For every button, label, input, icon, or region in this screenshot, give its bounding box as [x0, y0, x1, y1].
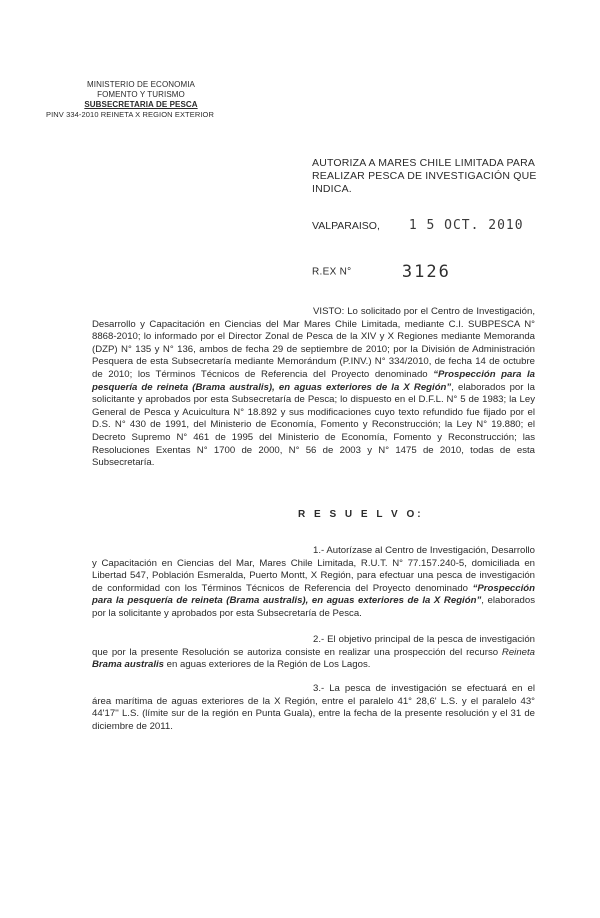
visto-tail-text: , elaborados por la solicitante y aprobados por esta Subsecretaría de Pesca; lo dispuesto en el D.F.L. N° 5 de 1983; la Ley General de Pesca y Acuicultura N° 18.892 y sus modificaciones cuyo texto refundido fue fijado por el D.S. N° 430 de 1991, del Ministerio de Economía, Fomento y Reconstrucción; la Ley N° 19.880; el Decreto Supremo N° 461 de 1995 del Ministerio de Economía, Fomento y Reconstrucción; las Resoluciones Exentas N° 1700 de 2000, N° 56 de 2003 y N° 1475 de 2010, todas de esta Subsecretaría.: [92, 381, 536, 469]
resolution-subject: AUTORIZA A MARES CHILE LIMITADA PARA REALIZAR PESCA DE INVESTIGACIÓN QUE INDICA.: [312, 157, 537, 195]
resolution-number-label: R.EX N°: [312, 266, 352, 278]
resolution-number-block: [312, 262, 552, 282]
ministry-name: MINISTERIO DE ECONOMIA: [87, 80, 195, 89]
article-2-lead-text: 2.- El objetivo principal de la pesca de investigación que por la presente Resolución se autoriza consiste en realizar una prospección del recurso: [92, 634, 535, 658]
article-1-lead-text: 1.- Autorízase al Centro de Investigación, Desarrollo y Capacitación en Ciencias del Mar, Mares Chile Limitada, R.U.T. N° 77.157.240-5, domiciliada en Libertad 547, Población Esmeralda, Puerto Montt, X Región, para efectuar una pesca de investigación de conformidad con los Términos Técnicos de Referencia del Proyecto denominado: [92, 545, 535, 594]
subsecretariat-name: SUBSECRETARIA DE PESCA: [84, 100, 198, 109]
article-1-project-title: “Prospección para la pesquería de reineta (Brama australis), en aguas exteriores de la X Región”: [92, 582, 535, 607]
ministry-subtitle: FOMENTO Y TURISMO: [97, 90, 185, 99]
place-name: VALPARAISO,: [312, 220, 380, 232]
resuelvo-heading: R E S U E L V O:: [298, 509, 424, 520]
letterhead: [46, 80, 226, 120]
species-common-name: Reineta: [501, 646, 535, 658]
resolution-number: 3126: [401, 262, 451, 282]
article-3-paragraph: 3.- La pesca de investigación se efectuará en el área marítima de aguas exteriores de la X Región, entre el paralelo 41° 28,6' L.S. y el paralelo 43° 44'17'' L.S. (límite sur de la región en Punta Guala), entre la fecha de la presente resolución y el 31 de diciembre de 2011.: [92, 683, 535, 732]
species-scientific-name: Brama australis: [92, 659, 164, 671]
article-2-tail-text: en aguas exteriores de la Región de Los Lagos.: [164, 659, 371, 671]
visto-lead-text: VISTO: Lo solicitado por el Centro de Investigación, Desarrollo y Capacitación en Ciencias del Mar Mares Chile Limitada, mediante C.I. SUBPESCA N° 8868-2010; lo informado por el Director Zonal de Pesca de la XIV y X Regiones mediante Memoranda (DZP) N° 135 y N° 136, ambos de fecha 29 de septiembre de 2010; por la División de Administración Pesquera de esta Subsecretaría mediante Memorándum (P.INV.) N° 334/2010, de fecha 14 de octubre de 2010; los Términos Técnicos de Referencia del Proyecto denominado: [92, 306, 535, 380]
file-reference: PINV 334-2010 REINETA X REGION EXTERIOR: [46, 110, 214, 119]
visto-project-title: “Prospección para la pesquería de reineta (Brama australis), en aguas exteriores de la X Región”: [92, 368, 535, 393]
article-1-paragraph: [92, 545, 535, 621]
date-stamp: 1 5 OCT. 2010: [408, 217, 524, 234]
place-and-date: [312, 218, 552, 233]
article-1-tail-text: , elaborados por la solicitante y aprobados por esta Subsecretaría de Pesca.: [92, 595, 535, 619]
visto-paragraph: [92, 306, 535, 470]
article-2-paragraph: [92, 634, 535, 672]
